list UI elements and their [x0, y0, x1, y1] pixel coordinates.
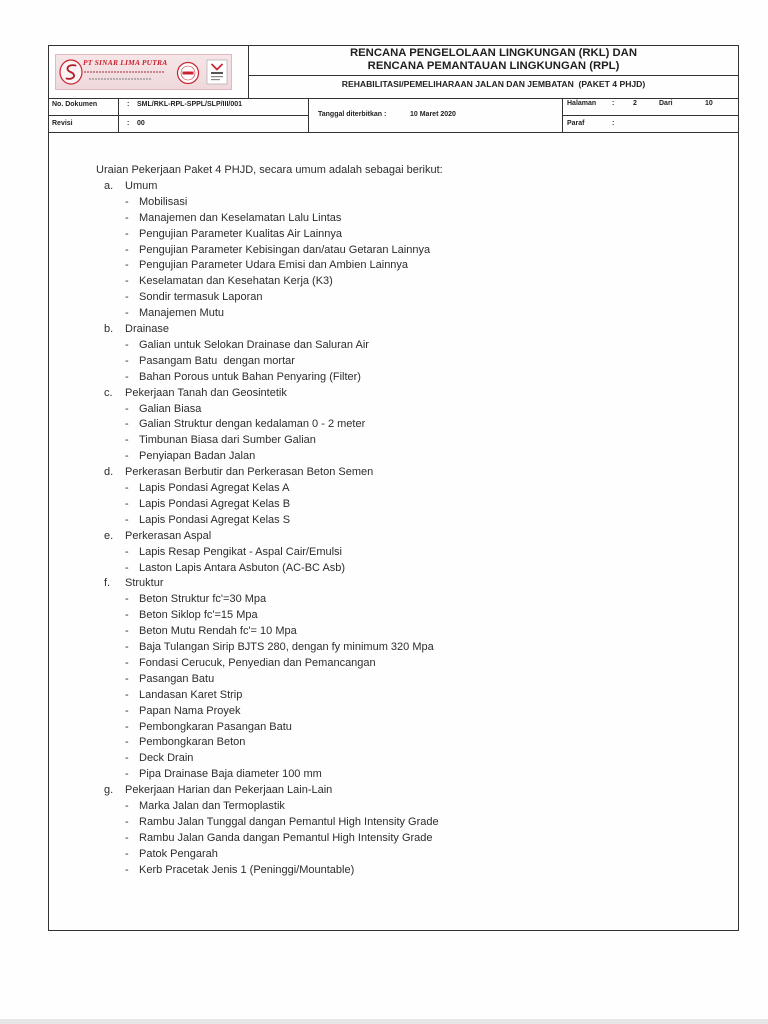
company-emblem-icon — [58, 58, 84, 86]
item-text: Kerb Pracetak Jenis 1 (Peninggi/Mountable) — [139, 863, 355, 876]
initials-label: Paraf — [567, 120, 585, 127]
list-item — [0, 401, 768, 417]
document-title-line-2: RENCANA PEMANTAUAN LINGKUNGAN (RPL) — [367, 60, 620, 72]
bullet-dash: - — [125, 243, 129, 256]
list-item — [0, 305, 768, 321]
bullet-dash: - — [125, 656, 129, 669]
list-item — [0, 289, 768, 305]
item-text: Timbunan Biasa dari Sumber Galian — [139, 434, 316, 447]
item-text: Pengujian Parameter Kebisingan dan/atau Getaran Lainnya — [139, 243, 431, 256]
section-heading — [0, 321, 768, 337]
item-text: Manajemen Mutu — [139, 307, 224, 320]
section-marker: b. — [104, 323, 114, 335]
item-text: Pembongkaran Pasangan Batu — [139, 720, 292, 733]
section-title: Pekerjaan Tanah dan Geosintetik — [125, 386, 287, 399]
bullet-dash: - — [125, 211, 129, 224]
bullet-dash: - — [125, 338, 129, 351]
item-text: Pasangan Batu — [139, 672, 215, 685]
logo-tagline — [84, 71, 164, 73]
list-item — [0, 416, 768, 432]
document-number-value: SML/RKL-RPL-SPPL/SLP/III/001 — [137, 101, 243, 108]
list-item — [0, 766, 768, 782]
item-text: Pipa Drainase Baja diameter 100 mm — [139, 768, 322, 781]
scan-edge — [0, 1019, 768, 1024]
revision-separator: : — [127, 120, 130, 127]
list-item — [0, 750, 768, 766]
item-text: Marka Jalan dan Termoplastik — [139, 800, 285, 812]
list-item — [0, 448, 768, 464]
bullet-dash: - — [125, 768, 129, 781]
list-item — [0, 671, 768, 687]
section-marker: d. — [104, 466, 114, 479]
list-item — [0, 862, 768, 878]
item-text: Lapis Pondasi Agregat Kelas B — [139, 497, 291, 510]
item-text: Sondir termasuk Laporan — [139, 291, 263, 304]
bullet-dash: - — [125, 482, 129, 494]
item-text: Lapis Resap Pengikat - Aspal Cair/Emulsi — [139, 545, 342, 558]
page-of-label: Dari — [659, 100, 673, 107]
issue-date-value: 10 Maret 2020 — [410, 111, 456, 118]
list-item — [0, 353, 768, 369]
item-text: Manajemen dan Keselamatan Lalu Lintas — [139, 211, 342, 224]
list-item — [0, 194, 768, 210]
meta-row-divider-left — [49, 115, 308, 116]
bullet-dash: - — [125, 720, 129, 733]
bullet-dash: - — [125, 291, 129, 304]
bullet-dash: - — [125, 370, 129, 383]
bullet-dash: - — [125, 545, 129, 558]
list-item — [0, 798, 768, 814]
section-heading — [0, 464, 768, 480]
list-item — [0, 607, 768, 623]
list-item — [0, 591, 768, 607]
document-number-separator: : — [127, 101, 130, 108]
company-logo — [55, 54, 232, 90]
section-title: Drainase — [125, 323, 170, 335]
list-item — [0, 257, 768, 273]
certification-seal-icon — [176, 61, 200, 85]
item-text: Laston Lapis Antara Asbuton (AC-BC Asb) — [139, 561, 346, 574]
bullet-dash: - — [125, 736, 129, 749]
item-text: Pasangam Batu dengan mortar — [139, 354, 295, 367]
list-item — [0, 655, 768, 671]
list-item — [0, 814, 768, 830]
list-item — [0, 544, 768, 560]
bullet-dash: - — [125, 402, 129, 415]
page-current: 2 — [633, 100, 637, 107]
label-column-divider — [118, 98, 119, 132]
section-title: Pekerjaan Harian dan Pekerjaan Lain-Lain — [125, 784, 333, 797]
section-heading — [0, 385, 768, 401]
issue-date-label: Tanggal diterbitkan : — [318, 111, 387, 118]
item-text: Baja Tulangan Sirip BJTS 280, dengan fy minimum 320 Mpa — [139, 641, 434, 653]
item-text: Galian Struktur dengan kedalaman 0 - 2 meter — [139, 418, 366, 431]
item-text: Penyiapan Badan Jalan — [139, 450, 256, 463]
document-title-line-1: RENCANA PENGELOLAAN LINGKUNGAN (RKL) DAN — [349, 47, 637, 59]
section-heading — [0, 575, 768, 591]
bullet-dash: - — [125, 625, 129, 638]
item-text: Galian untuk Selokan Drainase dan Saluran Air — [139, 338, 369, 351]
item-text: Beton Struktur fc'=30 Mpa — [139, 593, 267, 606]
page-column-divider — [562, 98, 563, 132]
item-text: Mobilisasi — [139, 195, 188, 208]
list-item — [0, 560, 768, 576]
header-bottom-divider — [49, 132, 738, 133]
section-heading — [0, 782, 768, 798]
bullet-dash: - — [125, 847, 129, 860]
section-marker: c. — [104, 386, 113, 399]
document-subtitle: REHABILITASI/PEMELIHARAAN JALAN DAN JEMBATAN (PAKET 4 PHJD) — [341, 79, 646, 89]
accreditation-badge-icon — [206, 59, 228, 85]
revision-label: Revisi — [52, 120, 73, 127]
section-title: Struktur — [125, 577, 164, 590]
page-separator: : — [612, 100, 615, 107]
bullet-dash: - — [125, 354, 129, 367]
list-item — [0, 226, 768, 242]
bullet-dash: - — [125, 609, 129, 622]
list-item — [0, 623, 768, 639]
date-column-divider — [308, 98, 309, 132]
document-number-label: No. Dokumen — [52, 101, 98, 108]
item-text: Beton Siklop fc'=15 Mpa — [139, 609, 258, 622]
item-text: Rambu Jalan Tunggal dangan Pemantul High Intensity Grade — [139, 815, 439, 828]
list-item — [0, 273, 768, 289]
list-item — [0, 734, 768, 750]
section-marker: e. — [104, 529, 114, 542]
item-text: Landasan Karet Strip — [139, 688, 243, 701]
item-text: Keselamatan dan Kesehatan Kerja (K3) — [139, 275, 333, 288]
meta-row-divider-right — [562, 115, 738, 116]
bullet-dash: - — [125, 275, 129, 288]
bullet-dash: - — [125, 815, 129, 828]
list-item — [0, 703, 768, 719]
intro-text: Uraian Pekerjaan Paket 4 PHJD, secara umum adalah sebagai berikut: — [96, 164, 443, 176]
bullet-dash: - — [125, 863, 129, 876]
list-item — [0, 480, 768, 496]
bullet-dash: - — [125, 561, 129, 574]
section-heading — [0, 528, 768, 544]
item-text: Fondasi Cerucuk, Penyedian dan Pemancangan — [139, 656, 376, 669]
bullet-dash: - — [125, 450, 129, 463]
page-label: Halaman — [567, 100, 597, 107]
bullet-dash: - — [125, 800, 129, 812]
bullet-dash: - — [125, 195, 129, 208]
title-separator — [249, 75, 738, 76]
bullet-dash: - — [125, 831, 129, 844]
list-item — [0, 242, 768, 258]
section-title: Perkerasan Aspal — [125, 529, 212, 542]
bullet-dash: - — [125, 259, 129, 272]
work-item-list — [0, 162, 768, 882]
initials-separator: : — [612, 120, 615, 127]
revision-value: 00 — [137, 120, 145, 127]
list-item — [0, 496, 768, 512]
section-title: Perkerasan Berbutir dan Perkerasan Beton Semen — [125, 466, 374, 479]
list-item — [0, 432, 768, 448]
list-item — [0, 846, 768, 862]
list-item — [0, 512, 768, 528]
company-name: PT SINAR LIMA PUTRA — [83, 58, 168, 67]
bullet-dash: - — [125, 227, 129, 240]
list-item — [0, 369, 768, 385]
section-title: Umum — [125, 179, 158, 192]
intro-line — [0, 162, 768, 178]
section-marker: f. — [104, 577, 111, 590]
section-heading — [0, 178, 768, 194]
item-text: Deck Drain — [139, 752, 194, 765]
bullet-dash: - — [125, 688, 129, 701]
bullet-dash: - — [125, 513, 129, 526]
item-text: Pembongkaran Beton — [139, 736, 246, 749]
item-text: Beton Mutu Rendah fc'= 10 Mpa — [139, 625, 297, 638]
item-text: Rambu Jalan Ganda dangan Pemantul High Intensity Grade — [139, 831, 433, 844]
list-item — [0, 337, 768, 353]
bullet-dash: - — [125, 672, 129, 685]
list-item — [0, 687, 768, 703]
bullet-dash: - — [125, 704, 129, 717]
item-text: Lapis Pondasi Agregat Kelas S — [139, 513, 291, 526]
bullet-dash: - — [125, 434, 129, 447]
section-marker: a. — [104, 179, 114, 192]
bullet-dash: - — [125, 593, 129, 606]
bullet-dash: - — [125, 752, 129, 765]
bullet-dash: - — [125, 497, 129, 510]
item-text: Lapis Pondasi Agregat Kelas A — [139, 482, 290, 494]
bullet-dash: - — [125, 641, 129, 653]
item-text: Papan Nama Proyek — [139, 704, 241, 717]
item-text: Patok Pengarah — [139, 847, 218, 860]
bullet-dash: - — [125, 307, 129, 320]
list-item — [0, 830, 768, 846]
item-text: Galian Biasa — [139, 402, 202, 415]
logo-subtagline — [89, 78, 151, 80]
list-item — [0, 639, 768, 655]
item-text: Pengujian Parameter Kualitas Air Lainnya — [139, 227, 343, 240]
section-marker: g. — [104, 784, 114, 797]
page-total: 10 — [705, 100, 713, 107]
item-text: Pengujian Parameter Udara Emisi dan Ambien Lainnya — [139, 259, 409, 272]
item-text: Bahan Porous untuk Bahan Penyaring (Filter) — [139, 370, 361, 383]
list-item — [0, 719, 768, 735]
list-item — [0, 210, 768, 226]
bullet-dash: - — [125, 418, 129, 431]
